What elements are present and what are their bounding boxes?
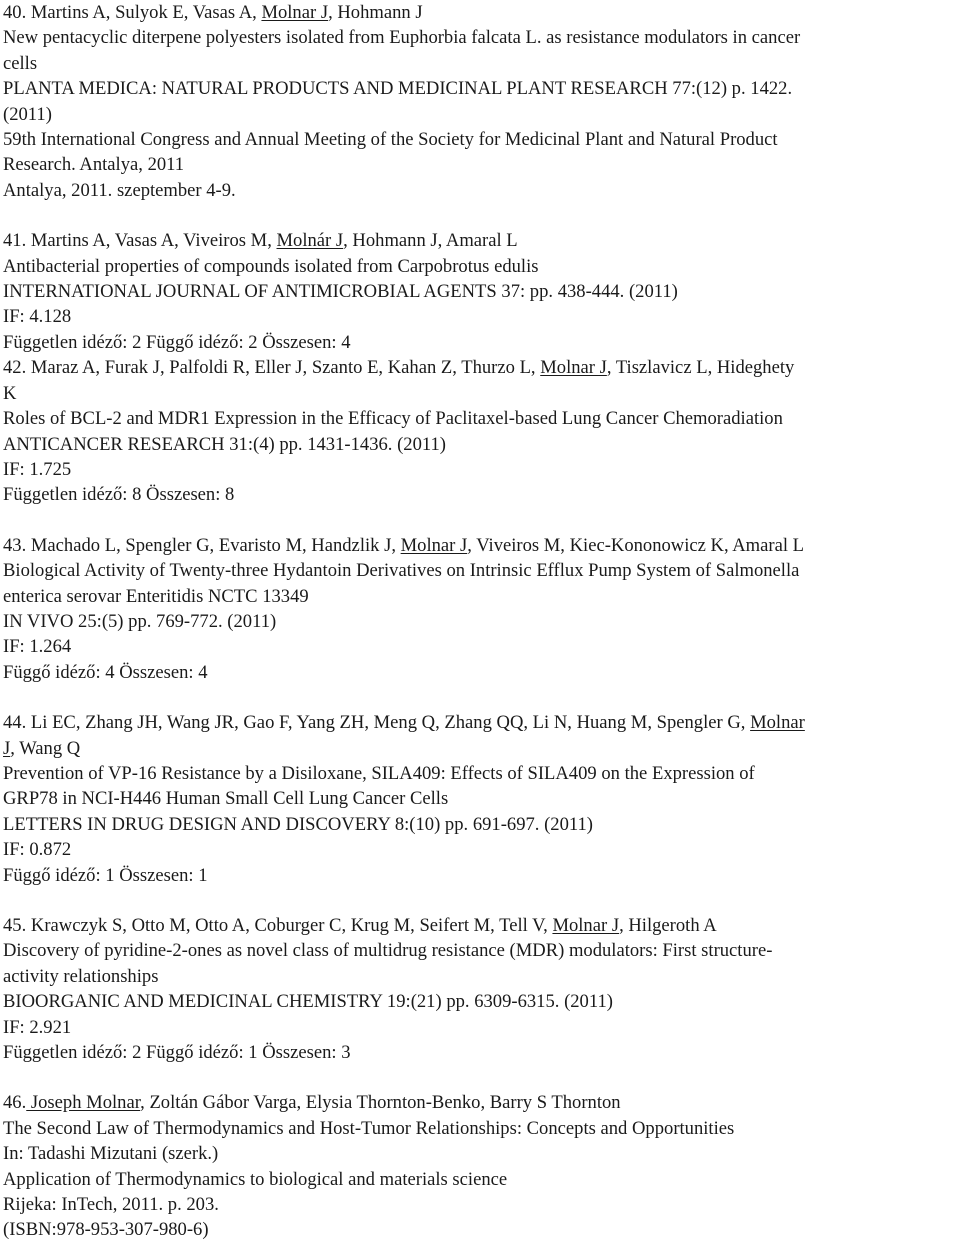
title-line: Roles of BCL-2 and MDR1 Expression in the Efficacy of Paclitaxel-based Lung Cancer Chemoradiation: [3, 408, 783, 430]
authors-line: [3, 913, 958, 938]
authors-line: [3, 228, 958, 253]
citation-counts: Független idéző: 8 Összesen: 8: [3, 484, 235, 506]
authors-text: , Hohmann J: [328, 2, 423, 23]
publication-entry-42: [3, 355, 958, 507]
highlighted-author: Joseph Molnar: [26, 1092, 141, 1114]
title-line: New pentacyclic diterpene polyesters isolated from Euphorbia falcata L. as resistance modulators in cancer: [3, 27, 801, 49]
publication-entry-43: [3, 533, 958, 685]
spacer: [3, 685, 958, 710]
title-line: Discovery of pyridine-2-ones as novel class of multidrug resistance (MDR) modulators: First structure-: [3, 940, 773, 962]
authors-text: 43. Machado L, Spengler G, Evaristo M, Handzlik J,: [3, 534, 401, 556]
highlighted-author: Molnar: [750, 712, 805, 734]
conference-line: 59th International Congress and Annual Meeting of the Society for Medicinal Plant and Natural Product: [3, 129, 778, 151]
spacer: [3, 1065, 958, 1090]
impact-factor: IF: 2.921: [3, 1016, 72, 1038]
title-line: Antibacterial properties of compounds isolated from Carpobrotus edulis: [3, 255, 539, 277]
impact-factor: IF: 1.264: [3, 636, 72, 658]
authors-text: 41. Martins A, Vasas A, Viveiros M,: [3, 230, 277, 252]
title-line: cells: [3, 52, 38, 74]
publication-entry-45: [3, 913, 958, 1065]
authors-text: 44. Li EC, Zhang JH, Wang JR, Gao F, Yang ZH, Meng Q, Zhang QQ, Li N, Huang M, Spengler G,: [3, 712, 751, 734]
authors-text: , Hohmann J, Amaral L: [343, 230, 518, 252]
title-line: Biological Activity of Twenty-three Hydantoin Derivatives on Intrinsic Efflux Pump System of Salmonella: [3, 560, 800, 582]
publisher-line: Rijeka: InTech, 2011. p. 203.: [3, 1194, 219, 1216]
authors-text: , Zoltán Gábor Varga, Elysia Thornton-Benko, Barry S Thornton: [140, 1092, 621, 1114]
editor-line: In: Tadashi Mizutani (szerk.): [3, 1143, 219, 1165]
authors-text: , Wang Q: [10, 737, 81, 759]
citation-counts: Függő idéző: 1 Összesen: 1: [3, 864, 208, 886]
authors-text: 40. Martins A, Sulyok E, Vasas A,: [3, 2, 262, 23]
title-line: The Second Law of Thermodynamics and Host-Tumor Relationships: Concepts and Opportunities: [3, 1117, 735, 1139]
impact-factor: IF: 0.872: [3, 839, 72, 861]
journal-line: BIOORGANIC AND MEDICINAL CHEMISTRY 19:(21) pp. 6309-6315. (2011): [3, 991, 613, 1013]
journal-line: IN VIVO 25:(5) pp. 769-772. (2011): [3, 610, 277, 632]
authors-text: , Hilgeroth A: [619, 915, 717, 936]
isbn-line: (ISBN:978-953-307-980-6): [3, 1219, 209, 1241]
authors-line: [3, 355, 958, 380]
publication-entry-41: [3, 228, 958, 355]
publication-entry-46: [3, 1090, 958, 1242]
book-title-line: Application of Thermodynamics to biological and materials science: [3, 1168, 508, 1190]
authors-text: , Tiszlavicz L, Hideghety: [606, 357, 795, 379]
authors-line: [3, 0, 958, 25]
citation-counts: Független idéző: 2 Függő idéző: 2 Összesen: 4: [3, 331, 351, 353]
highlighted-author: Molnar J: [552, 915, 620, 936]
spacer: [3, 888, 958, 913]
highlighted-author: Molnár J: [276, 230, 344, 252]
conference-line: Antalya, 2011. szeptember 4-9.: [3, 179, 236, 201]
authors-text: , Viveiros M, Kiec-Kononowicz K, Amaral L: [467, 534, 805, 556]
journal-line: ANTICANCER RESEARCH 31:(4) pp. 1431-1436. (2011): [3, 433, 446, 455]
authors-line: [3, 736, 958, 761]
publication-entry-44: [3, 710, 958, 888]
authors-text: 45. Krawczyk S, Otto M, Otto A, Coburger C, Krug M, Seifert M, Tell V,: [3, 915, 553, 936]
authors-text: 46.: [3, 1092, 27, 1114]
highlighted-author: Molnar J: [540, 357, 607, 379]
authors-line: [3, 533, 958, 558]
journal-line: LETTERS IN DRUG DESIGN AND DISCOVERY 8:(10) pp. 691-697. (2011): [3, 813, 593, 835]
title-line: enterica serovar Enteritidis NCTC 13349: [3, 585, 309, 607]
title-line: GRP78 in NCI-H446 Human Small Cell Lung Cancer Cells: [3, 788, 449, 810]
title-line: Prevention of VP-16 Resistance by a Disiloxane, SILA409: Effects of SILA409 on the Expression of: [3, 762, 755, 784]
journal-line: PLANTA MEDICA: NATURAL PRODUCTS AND MEDICINAL PLANT RESEARCH 77:(12) p. 1422.: [3, 78, 793, 100]
spacer: [3, 203, 958, 228]
title-line: activity relationships: [3, 965, 159, 987]
publication-entry-40: [3, 0, 958, 203]
highlighted-author: Molnar J: [400, 534, 468, 556]
highlighted-author: J: [3, 737, 11, 759]
citation-counts: Függő idéző: 4 Összesen: 4: [3, 661, 208, 683]
spacer: [3, 508, 958, 533]
conference-line: Research. Antalya, 2011: [3, 154, 185, 176]
journal-line: INTERNATIONAL JOURNAL OF ANTIMICROBIAL AGENTS 37: pp. 438-444. (2011): [3, 281, 678, 303]
highlighted-author: Molnar J: [261, 2, 329, 23]
authors-line: K: [3, 382, 17, 404]
authors-line: [3, 710, 958, 735]
impact-factor: IF: 4.128: [3, 306, 72, 328]
citation-counts: Független idéző: 2 Függő idéző: 1 Összesen: 3: [3, 1042, 351, 1064]
authors-line: [3, 1090, 958, 1115]
impact-factor: IF: 1.725: [3, 458, 72, 480]
year-line: (2011): [3, 103, 52, 125]
authors-text: 42. Maraz A, Furak J, Palfoldi R, Eller J, Szanto E, Kahan Z, Thurzo L,: [3, 357, 541, 379]
